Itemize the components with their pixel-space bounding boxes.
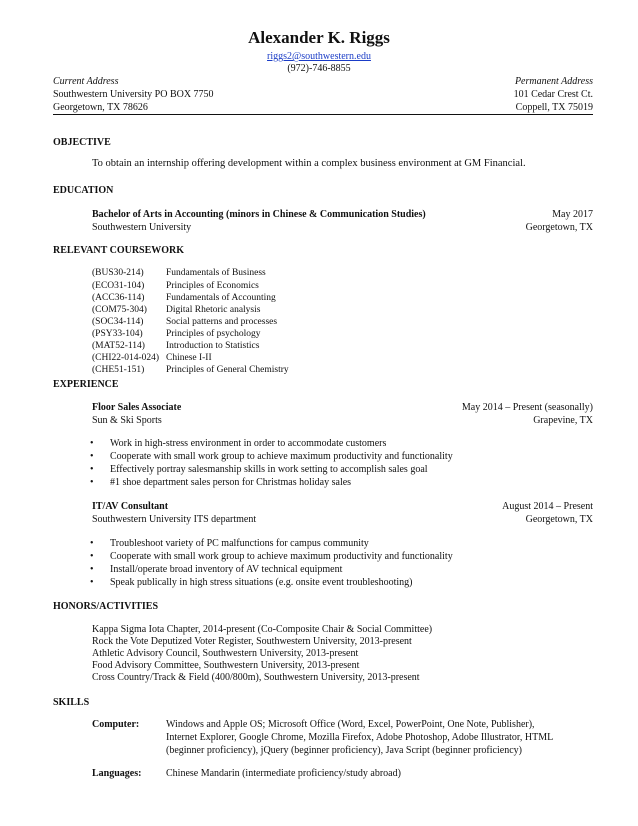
education-heading: EDUCATION	[53, 185, 114, 196]
course-name: Principles of psychology	[166, 329, 261, 339]
course-name: Principles of Economics	[166, 281, 259, 291]
course-name: Introduction to Statistics	[166, 341, 260, 351]
job-location: Georgetown, TX	[525, 514, 593, 525]
job-bullet: • Install/operate broad inventory of AV technical equipment	[110, 564, 342, 575]
course-code: (CHE51-151)	[92, 365, 145, 375]
computer-skills-label: Computer:	[92, 719, 140, 730]
course-code: (ECO31-104)	[92, 281, 145, 291]
job-bullet: • Work in high-stress environment in order to accommodate customers	[110, 438, 386, 449]
course-code: (CHI22-014-024)	[92, 353, 160, 363]
honor-item: Kappa Sigma Iota Chapter, 2014-present (Co-Composite Chair & Social Committee)	[92, 624, 433, 635]
course-name: Fundamentals of Accounting	[166, 293, 276, 303]
course-name: Principles of General Chemistry	[166, 365, 289, 375]
job-date: August 2014 – Present	[502, 501, 593, 512]
job-title: IT/AV Consultant	[92, 501, 169, 512]
job-title: Floor Sales Associate	[92, 402, 182, 413]
job-location: Grapevine, TX	[533, 415, 593, 426]
course-name: Digital Rhetoric analysis	[166, 305, 261, 315]
job-bullet: • Cooperate with small work group to achieve maximum productivity and functionality	[110, 451, 453, 462]
job-date: May 2014 – Present (seasonally)	[461, 402, 593, 413]
course-name: Chinese I-II	[166, 353, 212, 363]
languages-label: Languages:	[92, 768, 142, 779]
job-bullet: • Troubleshoot variety of PC malfunctions for campus community	[110, 538, 369, 549]
job-bullet: • #1 shoe department sales person for Christmas holiday sales	[110, 477, 351, 488]
honor-item: Food Advisory Committee, Southwestern University, 2013-present	[92, 660, 360, 671]
school-location: Georgetown, TX	[525, 222, 593, 233]
experience-heading: EXPERIENCE	[53, 379, 119, 390]
current-address-label: Current Address	[53, 76, 119, 87]
honor-item: Athletic Advisory Council, Southwestern University, 2013-present	[92, 648, 359, 659]
current-address-line2: Georgetown, TX 78626	[53, 102, 148, 113]
degree-date: May 2017	[552, 209, 593, 220]
job-org: Sun & Ski Sports	[92, 415, 162, 426]
course-code: (BUS30-214)	[92, 268, 144, 278]
email-link[interactable]: riggs2@southwestern.edu	[267, 51, 371, 62]
header-divider	[53, 114, 593, 115]
job-bullet: • Effectively portray salesmanship skills in work setting to accomplish sales goal	[110, 464, 428, 475]
course-code: (SOC34-114)	[92, 317, 144, 327]
course-name: Social patterns and processes	[166, 317, 278, 327]
job-org: Southwestern University ITS department	[92, 514, 257, 525]
permanent-address-line1: 101 Cedar Crest Ct.	[513, 89, 593, 100]
permanent-address-label: Permanent Address	[514, 76, 593, 87]
computer-skills-line: Windows and Apple OS; Microsoft Office (Word, Excel, PowerPoint, One Note, Publisher),	[166, 719, 535, 730]
course-code: (ACC36-114)	[92, 293, 145, 303]
candidate-name: Alexander K. Riggs	[248, 28, 390, 47]
permanent-address-line2: Coppell, TX 75019	[515, 102, 593, 113]
course-code: (COM75-304)	[92, 305, 147, 315]
honors-heading: HONORS/ACTIVITIES	[53, 601, 159, 612]
course-code: (MAT52-114)	[92, 341, 145, 351]
objective-text: To obtain an internship offering development within a complex business environment at GM Financial.	[92, 158, 526, 169]
skills-heading: SKILLS	[53, 697, 90, 708]
job-bullet: • Cooperate with small work group to achieve maximum productivity and functionality	[110, 551, 453, 562]
honor-item: Rock the Vote Deputized Voter Register, Southwestern University, 2013-present	[92, 636, 412, 647]
job-bullet: • Speak publically in high stress situations (e.g. onsite event troubleshooting)	[110, 577, 412, 588]
degree-title: Bachelor of Arts in Accounting (minors in Chinese & Communication Studies)	[92, 209, 426, 220]
current-address-line1: Southwestern University PO BOX 7750	[53, 89, 214, 100]
phone-number: (972)-746-8855	[287, 63, 351, 74]
languages-text: Chinese Mandarin (intermediate proficiency/study abroad)	[166, 768, 401, 779]
course-name: Fundamentals of Business	[166, 268, 266, 278]
school-name: Southwestern University	[92, 222, 192, 233]
computer-skills-line: (beginner proficiency), jQuery (beginner proficiency), Java Script (beginner proficiency)	[166, 745, 522, 756]
honor-item: Cross Country/Track & Field (400/800m), Southwestern University, 2013-present	[92, 672, 420, 683]
computer-skills-line: Internet Explorer, Google Chrome, Mozilla Firefox, Adobe Photoshop, Adobe Illustrator, HTML	[166, 732, 554, 743]
objective-heading: OBJECTIVE	[53, 137, 111, 148]
course-code: (PSY33-104)	[92, 329, 143, 339]
coursework-heading: RELEVANT COURSEWORK	[53, 245, 185, 256]
